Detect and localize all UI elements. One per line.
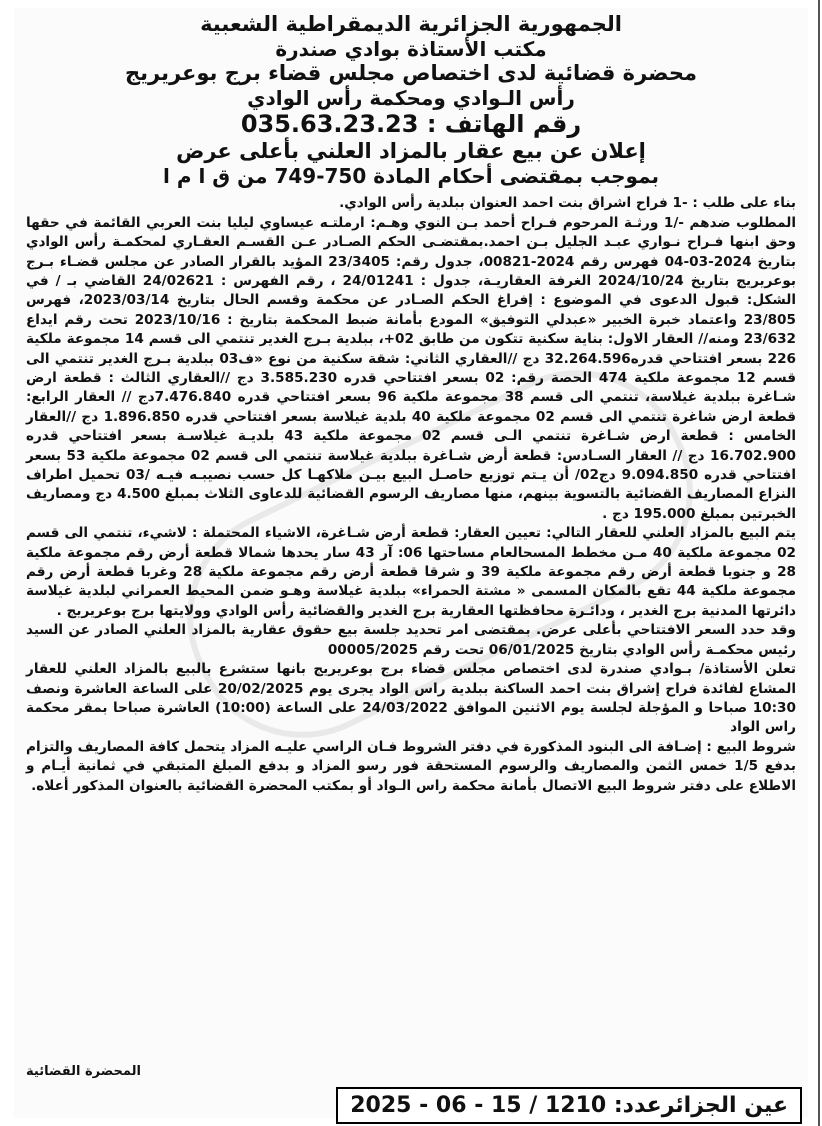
office-name: مكتب الأستاذة بوادي صندرة bbox=[275, 37, 547, 62]
paragraph-auction-date: تعلن الأستاذة/ بـوادي صندرة لدى اختصاص مجلس قضاء برج بوعريريج بانها ستشرع بالبيع بالمزاد العلني للعقار المشاع لفائدة فراح إشراق بنت احمد الساكنة ببلدية راس الواد يجرى يوم 20/02/2025 على الساعة العاشرة ونصف 10:30 صباحا و المؤجلة لجلسة يوم الاثنين الموافق 24/03/2022 على الساعة (10:00) العاشرة صباحا بمقر محكمة راس الواد bbox=[26, 661, 796, 736]
paragraph-judgment: المطلوب ضدهم -/1 ورثـة المرحوم فـراح أحمد بـن النوي وهـم: ارملتـه عيساوي ليليا بنت العربي القائمة في حقها وحق ابنها فـراح نـواري عبـد الجليل بـن احمد.بمقتضـى الحكم الصـادر عـن القسـم العقـاري لمحكمـة رأس الوادي بتاريخ 2024-03-04 فهرس رقم 2024-00821، جدول رقم: 23/3405 المؤيد بالقرار الصادر عن مجلس قضـاء بـرج بوعريريج بتاريخ 2024/10/24 الغرفة العقاريـة، جدول : 24/01241 ، رقم الفهرس : 24/02621 القاضي بـ / في الشكل: قبول الدعوى في الموضوع : إفراغ الحكم الصـادر عن محكمة وقسم الحال بتاريخ 2023/03/14، فهرس 23/805 واعتماد خبرة الخبير «عبدلي التوفيق» المودع بأمانة ضبط المحكمة بتاريخ : 2023/10/16 تحت رقم ايداع 23/632 ومنه// العقار الاول: بناية سكنية تتكون من طابق 02+، ببلدية بـرج الغدير تنتمي الى قسم 14 مجموعة ملكية 226 بسعر افتتاحي قدره32.264.596 دج //العقاري الثاني: شقة سكنية من نوع «ف03 ببلدية بـرج الغدير تنتمي الى قسم 12 مجموعة ملكية 474 الحصة رقم: 02 بسعر افتتاحي قدره 3.585.230 دج //العقاري الثالث : قطعة ارض شـاغرة ببلدية غيلاسة، تنتمي الى قسم 38 مجموعة ملكية 96 بسعر افتتاحي قدره 7.476.840دج // العقار الرابع: قطعة ارض شاغرة تنتمي الى قسم 02 مجموعة ملكية 40 بلدية غيلاسة بسعر افتتاحي قدره 1.896.850 دج //العقار الخامس : قطعة ارض شـاغرة تنتمي الـى قسم 02 مجموعة ملكية 43 بلديـة غيلاسـة بسعر افتتاحي قدره 16.702.900 دج // العقار السـادس: قطعة أرض شـاغرة ببلدية غيلاسة تنتمي الى قسم 02 مجموعة ملكية 53 بسعر افتتاحي قدره 9.094.850 دج02/ أن يـتم توزيع حاصـل البيع بيـن ملاكهـا كل حسب نصيبـه فيـه /03 تحميل اطراف النزاع المصاريف القضائية بالتسوية بينهم، منها مصاريف الرسوم القضائية للدعاوى الثلاث بمبلغ 4.500 دج ومصاريف الخبرتين بمبلغ 195.000 دج . bbox=[26, 214, 797, 522]
signature: المحضرة القضائية bbox=[26, 1064, 141, 1079]
court-name: رأس الـوادي ومحكمة رأس الوادي bbox=[247, 86, 575, 111]
paragraph-opening-price: وقد حدد السعر الافتتاحي بأعلى عرض. بمقتضى امر تحديد جلسة بيع حقوق عقارية بالمزاد العلني الصادر عن السيد رئيس محكمـة رأس الوادي بتاريخ 06/01/2025 تحت رقم 00005/2025 bbox=[26, 622, 796, 658]
publication-reference: عين الجزائرعدد: 1210 / 15 - 06 - 2025 bbox=[336, 1087, 802, 1124]
announcement-title: إعلان عن بيع عقار بالمزاد العلني بأعلى عرض bbox=[176, 139, 646, 164]
paragraph-property: يتم البيع بالمزاد العلني للعقار التالي: تعيين العقار: قطعة أرض شـاغرة، الاشياء المحتملة : لاشيء، تنتمي الى قسم 02 مجموعة ملكية 40 مـن مخطط المسحالعام مساحتها 06: آر 43 سار يحدها شمالا قطعة أرض رقم مجموعة ملكية 28 و جنوبا قطعة أرض رقم مجموعة ملكية 39 و شرقا قطعة أرض رقم مجموعة ملكية 28 وغربا قطعة أرض رقم مجموعة ملكية 44 تقع بالمكان المسمى « مشتة الحمراء» ببلدية غيلاسة وهـو ضمن المحيط العمراني لبلدية غيلاسة دائرتها المدنية برج الغدير ، ودائـرة محافظتها العقارية برج الغدير والقضائية رأس الوادي وولايتها برج بوعريريج . bbox=[26, 525, 796, 619]
announcement-body bbox=[26, 194, 796, 796]
announcement-page bbox=[14, 8, 808, 1118]
paragraph-conditions: شروط البيع : إضـافة الى البنود المذكورة في دفتر الشروط فـان الراسي عليـه المزاد يتحمل كافة المصاريف والتزام بدفع 1/5 خمس الثمن والمصاريف والرسوم المستحقة فور رسو المزاد و بدفع المبلغ المتبقي في ثمانية أيـام و الاطلاع على دفتر شروط البيع الاتصال بأمانة محكمة راس الـواد أو بمكتب المحضرة القضائية بالعنوان المذكور أعلاه. bbox=[26, 738, 796, 794]
header bbox=[14, 12, 808, 188]
jurisdiction: محضرة قضائية لدى اختصاص مجلس قضاء برج بوعريريج bbox=[125, 61, 697, 86]
paragraph-requester: بناء على طلب : -1 فراح اشراق بنت احمد العنوان ببلدية رأس الوادي. bbox=[339, 195, 796, 212]
legal-basis: بموجب بمقتضى أحكام المادة 750-749 من ق ا م ا bbox=[163, 164, 659, 189]
republic-title: الجمهورية الجزائرية الديمقراطية الشعبية bbox=[200, 12, 622, 36]
page-edge-divider bbox=[818, 0, 820, 1126]
phone-number: رقم الهاتف : 035.63.23.23 bbox=[240, 110, 582, 139]
